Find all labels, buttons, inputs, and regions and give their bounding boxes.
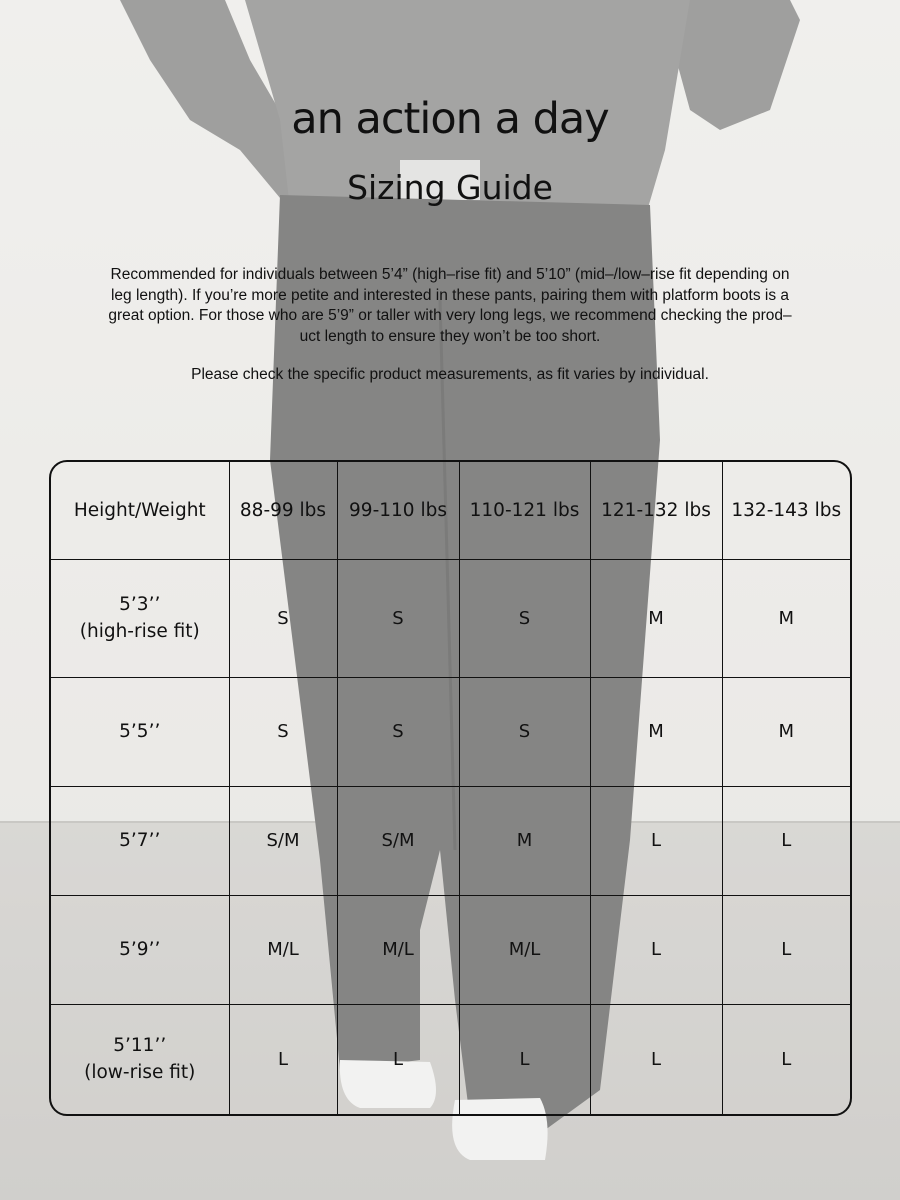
row-height: 5’3’’ bbox=[119, 594, 161, 615]
size-cell: S/M bbox=[337, 786, 459, 895]
description-line: uct length to ensure they won’t be too short. bbox=[299, 327, 601, 345]
table-row bbox=[51, 1004, 850, 1114]
column-header: 132-143 lbs bbox=[722, 462, 850, 559]
description-line: great option. For those who are 5’9” or taller with very long legs, we recommend checking the prod– bbox=[108, 307, 792, 324]
row-height: 5’5’’ bbox=[119, 721, 161, 742]
row-header bbox=[51, 895, 229, 1004]
size-cell: L bbox=[590, 1004, 722, 1114]
description-line: leg length). If you’re more petite and interested in these pants, pairing them with platform boots is a bbox=[110, 286, 790, 304]
row-fit: (low-rise fit) bbox=[84, 1062, 196, 1084]
column-header: 88-99 lbs bbox=[229, 462, 337, 559]
size-cell: L bbox=[229, 1004, 337, 1114]
table-header-row bbox=[51, 462, 850, 559]
row-fit: (high-rise fit) bbox=[79, 621, 200, 642]
size-cell: L bbox=[337, 1004, 459, 1114]
size-cell: M/L bbox=[229, 895, 337, 1004]
description bbox=[62, 265, 838, 347]
row-height: 5’11’’ bbox=[113, 1035, 167, 1057]
table-row bbox=[51, 677, 850, 786]
size-cell: S bbox=[229, 677, 337, 786]
size-cell: S bbox=[337, 559, 459, 677]
size-cell: L bbox=[590, 786, 722, 895]
table-row bbox=[51, 559, 850, 677]
size-cell: M bbox=[722, 559, 850, 677]
size-cell: M bbox=[590, 677, 722, 786]
size-cell: L bbox=[781, 1048, 792, 1070]
size-cell: L bbox=[722, 786, 850, 895]
size-cell: S bbox=[337, 677, 459, 786]
description-line: Recommended for individuals between 5’4” (high–rise fit) and 5’10” (mid–/low–rise fit depending on bbox=[110, 266, 790, 283]
row-header bbox=[51, 559, 229, 677]
row-header bbox=[51, 786, 229, 895]
size-cell: M bbox=[722, 677, 850, 786]
row-height: 5’9’’ bbox=[119, 939, 161, 960]
size-cell: M/L bbox=[337, 895, 459, 1004]
page-title: Sizing Guide bbox=[347, 168, 553, 207]
size-cell: S bbox=[459, 677, 590, 786]
size-cell: M bbox=[459, 786, 590, 895]
size-cell: L bbox=[459, 1004, 590, 1114]
size-cell: M bbox=[590, 559, 722, 677]
size-cell: M/L bbox=[459, 895, 590, 1004]
size-cell: S/M bbox=[229, 786, 337, 895]
row-height: 5’7’’ bbox=[119, 830, 161, 851]
size-table bbox=[49, 460, 852, 1116]
row-header bbox=[51, 677, 229, 786]
column-header: 110-121 lbs bbox=[459, 462, 590, 559]
size-cell: L bbox=[722, 895, 850, 1004]
corner-header: Height/Weight bbox=[51, 462, 229, 559]
brand-logo: an action a day bbox=[291, 94, 609, 144]
size-cell: L bbox=[590, 895, 722, 1004]
column-header: 121-132 lbs bbox=[590, 462, 722, 559]
row-header bbox=[51, 1004, 229, 1114]
size-cell: S bbox=[459, 559, 590, 677]
size-cell: S bbox=[229, 559, 337, 677]
table-row bbox=[51, 895, 850, 1004]
measurement-note: Please check the specific product measurements, as fit varies by individual. bbox=[191, 366, 709, 383]
table-row bbox=[51, 786, 850, 895]
column-header: 99-110 lbs bbox=[337, 462, 459, 559]
